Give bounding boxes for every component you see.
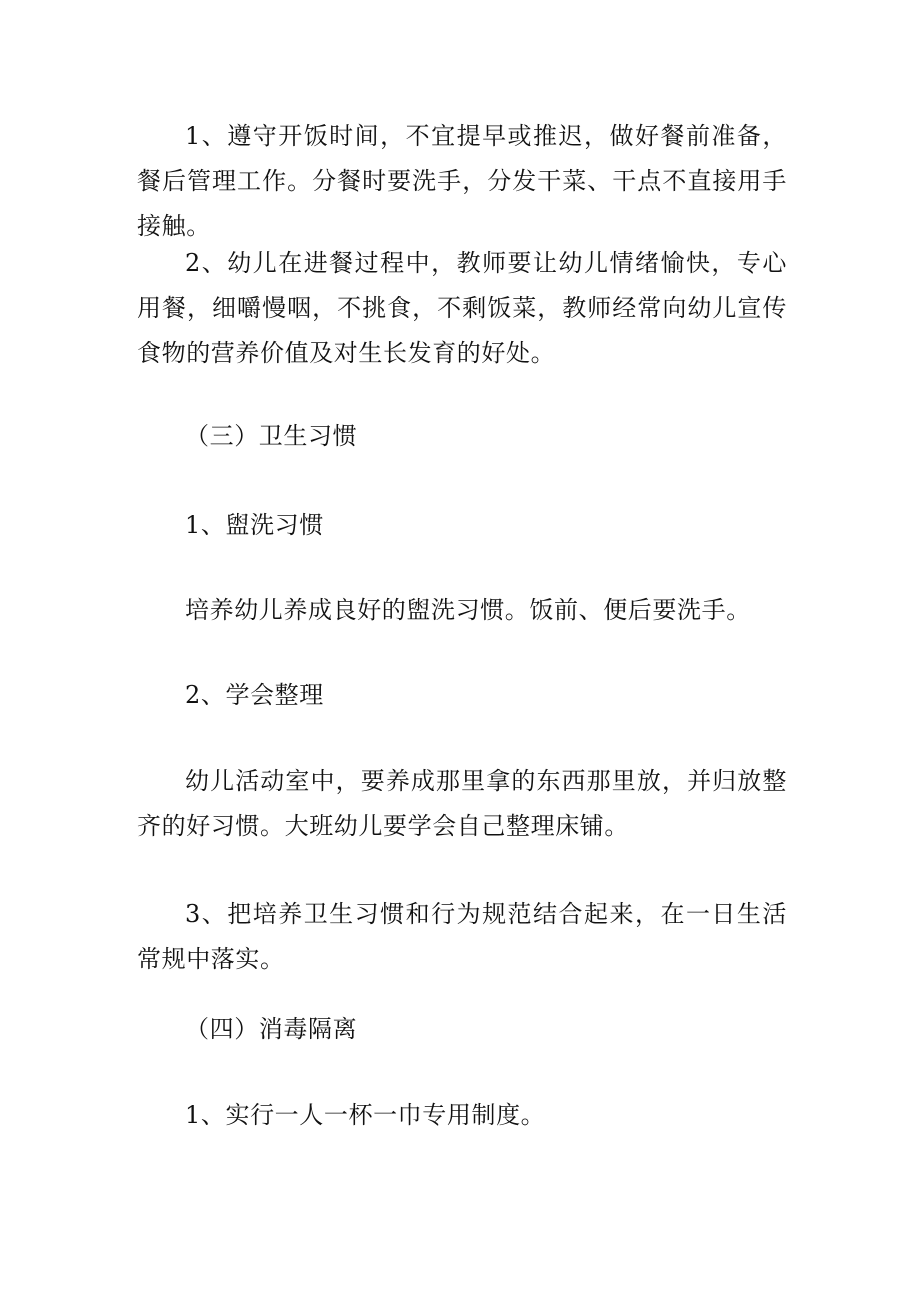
paragraph-personal-cup-towel: 1、实行一人一杯一巾专用制度。 [185, 1101, 546, 1129]
section-heading-hygiene-habits: （三）卫生习惯 [185, 422, 358, 450]
paragraph-eating-process: 2、幼儿在进餐过程中，教师要让幼儿情绪愉快，专心用餐，细嚼慢咽，不挑食，不剩饭菜，教师经常向幼儿宣传食物的营养价值及对生长发育的好处。 [137, 249, 787, 367]
paragraph-tidying: 幼儿活动室中，要养成那里拿的东西那里放，并归放整齐的好习惯。大班幼儿要学会自己整理床铺。 [137, 767, 787, 840]
paragraph-meal-time: 1、遵守开饭时间，不宜提早或推迟，做好餐前准备，餐后管理工作。分餐时要洗手，分发干菜、干点不直接用手接触。 [137, 122, 787, 240]
subheading-tidying: 2、学会整理 [185, 681, 324, 709]
section-heading-disinfection: （四）消毒隔离 [185, 1015, 358, 1043]
subheading-washing-habits: 1、盥洗习惯 [185, 511, 324, 539]
paragraph-combine-habits: 3、把培养卫生习惯和行为规范结合起来，在一日生活常规中落实。 [137, 900, 787, 973]
paragraph-washing-hands: 培养幼儿养成良好的盥洗习惯。饭前、便后要洗手。 [185, 596, 751, 624]
